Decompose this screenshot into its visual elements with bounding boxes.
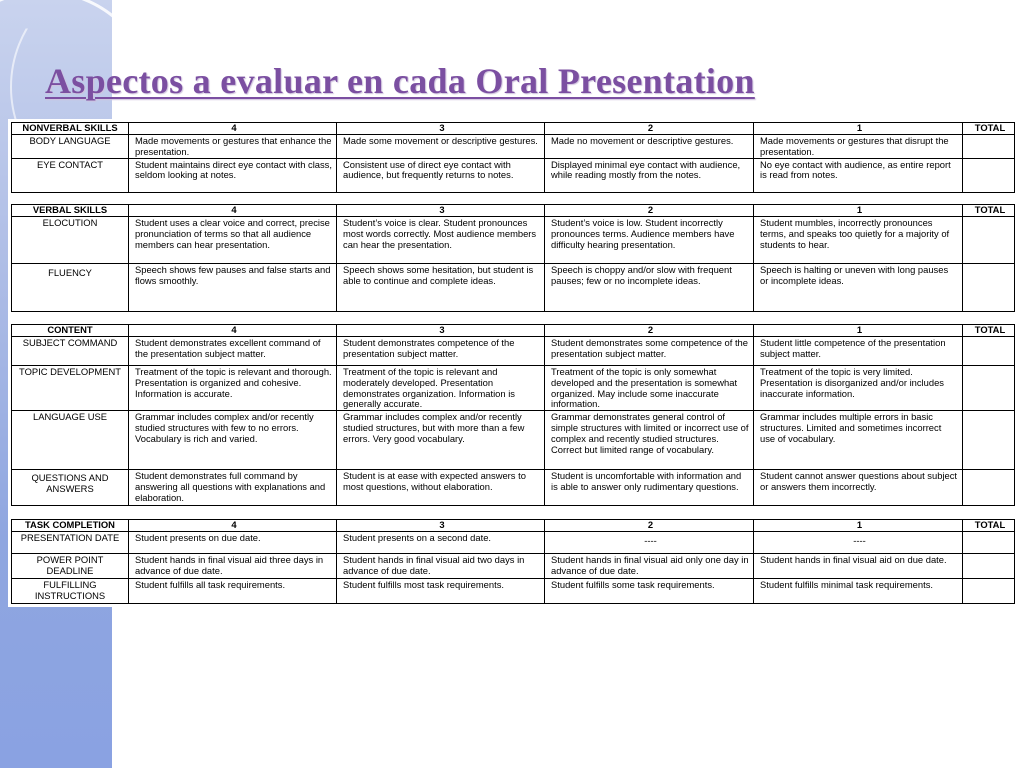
total-cell xyxy=(963,217,1015,264)
total-cell xyxy=(963,366,1015,411)
table-row xyxy=(12,470,1015,506)
descriptor-cell: Student demonstrates competence of the presentation subject matter. xyxy=(337,337,545,366)
table-row xyxy=(12,579,1015,604)
descriptor-cell: Displayed minimal eye contact with audience, while reading mostly from the notes. xyxy=(545,158,754,192)
descriptor-cell: Student fulfills some task requirements. xyxy=(545,579,754,604)
score-header: 3 xyxy=(337,205,545,217)
table-row xyxy=(12,135,1015,159)
total-cell xyxy=(963,158,1015,192)
rubric-table-content xyxy=(11,324,1015,506)
rubric-table-nonverbal xyxy=(11,122,1015,193)
total-header: TOTAL xyxy=(963,205,1015,217)
total-cell xyxy=(963,264,1015,312)
descriptor-cell: Student hands in final visual aid on due date. xyxy=(754,554,963,579)
rubric-image xyxy=(8,119,1016,607)
criterion-label: QUESTIONS AND ANSWERS xyxy=(12,470,129,506)
table-row xyxy=(12,532,1015,554)
descriptor-cell: Grammar includes multiple errors in basic structures. Limited and sometimes incorrect use of vocabulary. xyxy=(754,411,963,470)
descriptor-cell: Student hands in final visual aid three days in advance of due date. xyxy=(129,554,337,579)
descriptor-cell: Treatment of the topic is very limited. Presentation is disorganized and/or includes inaccurate information. xyxy=(754,366,963,411)
table-row xyxy=(12,554,1015,579)
no-score-dash: ---- xyxy=(644,535,657,546)
score-header: 2 xyxy=(545,123,754,135)
descriptor-cell: Student demonstrates some competence of the presentation subject matter. xyxy=(545,337,754,366)
score-header: 3 xyxy=(337,325,545,337)
descriptor-cell: Speech is choppy and/or slow with frequent pauses; few or no incomplete ideas. xyxy=(545,264,754,312)
descriptor-cell: No eye contact with audience, as entire report is read from notes. xyxy=(754,158,963,192)
descriptor-cell: Grammar includes complex and/or recently studied structures with few to no errors. Vocabulary is rich and varied. xyxy=(129,411,337,470)
score-header: 1 xyxy=(754,123,963,135)
total-header: TOTAL xyxy=(963,123,1015,135)
descriptor-cell: Speech shows few pauses and false starts and flows smoothly. xyxy=(129,264,337,312)
score-header: 1 xyxy=(754,205,963,217)
section-header: TASK COMPLETION xyxy=(12,520,129,532)
criterion-label: FLUENCY xyxy=(12,264,129,312)
score-header: 4 xyxy=(129,123,337,135)
rubric-table-verbal xyxy=(11,204,1015,312)
criterion-label: ELOCUTION xyxy=(12,217,129,264)
total-cell xyxy=(963,579,1015,604)
table-row xyxy=(12,158,1015,192)
descriptor-cell: Speech is halting or uneven with long pauses or incomplete ideas. xyxy=(754,264,963,312)
descriptor-cell: Student fulfills minimal task requirements. xyxy=(754,579,963,604)
descriptor-cell: Grammar demonstrates general control of simple structures with limited or incorrect use of complex and recently studied structures. Correct but limited range of vocabulary. xyxy=(545,411,754,470)
descriptor-cell: Student hands in final visual aid two days in advance of due date. xyxy=(337,554,545,579)
criterion-label: SUBJECT COMMAND xyxy=(12,337,129,366)
section-header: CONTENT xyxy=(12,325,129,337)
descriptor-cell: Consistent use of direct eye contact with audience, but frequently returns to notes. xyxy=(337,158,545,192)
rubric-table-task xyxy=(11,519,1015,604)
score-header: 1 xyxy=(754,325,963,337)
total-header: TOTAL xyxy=(963,520,1015,532)
criterion-label: BODY LANGUAGE xyxy=(12,135,129,159)
section-header: NONVERBAL SKILLS xyxy=(12,123,129,135)
score-header: 2 xyxy=(545,520,754,532)
descriptor-cell: Made no movement or descriptive gestures. xyxy=(545,135,754,159)
descriptor-cell: Speech shows some hesitation, but student is able to continue and complete ideas. xyxy=(337,264,545,312)
criterion-label: POWER POINT DEADLINE xyxy=(12,554,129,579)
total-cell xyxy=(963,554,1015,579)
descriptor-cell: Student uses a clear voice and correct, precise pronunciation of terms so that all audience members can hear presentation. xyxy=(129,217,337,264)
descriptor-cell: Student hands in final visual aid only one day in advance of due date. xyxy=(545,554,754,579)
score-header: 3 xyxy=(337,123,545,135)
descriptor-cell: Student fulfills most task requirements. xyxy=(337,579,545,604)
total-cell xyxy=(963,411,1015,470)
score-header: 4 xyxy=(129,520,337,532)
descriptor-cell: Made some movement or descriptive gestures. xyxy=(337,135,545,159)
descriptor-cell: Student mumbles, incorrectly pronounces terms, and speaks too quietly for a majority of students to hear. xyxy=(754,217,963,264)
total-cell xyxy=(963,135,1015,159)
descriptor-cell: Student is uncomfortable with information and is able to answer only rudimentary questions. xyxy=(545,470,754,506)
descriptor-cell xyxy=(754,532,963,554)
descriptor-cell: Student demonstrates full command by answering all questions with explanations and elaboration. xyxy=(129,470,337,506)
descriptor-cell: Made movements or gestures that disrupt the presentation. xyxy=(754,135,963,159)
criterion-label: PRESENTATION DATE xyxy=(12,532,129,554)
descriptor-cell: Treatment of the topic is only somewhat developed and the presentation is somewhat organized. May include some inaccurate information. xyxy=(545,366,754,411)
descriptor-cell: Student cannot answer questions about subject or answers them incorrectly. xyxy=(754,470,963,506)
descriptor-cell: Student maintains direct eye contact with class, seldom looking at notes. xyxy=(129,158,337,192)
descriptor-cell: Student presents on due date. xyxy=(129,532,337,554)
score-header: 1 xyxy=(754,520,963,532)
section-header: VERBAL SKILLS xyxy=(12,205,129,217)
descriptor-cell: Student’s voice is low. Student incorrectly pronounces terms. Audience members have difficulty hearing presentation. xyxy=(545,217,754,264)
total-cell xyxy=(963,532,1015,554)
table-row xyxy=(12,264,1015,312)
total-cell xyxy=(963,470,1015,506)
score-header: 4 xyxy=(129,325,337,337)
descriptor-cell: Student little competence of the presentation subject matter. xyxy=(754,337,963,366)
descriptor-cell: Student demonstrates excellent command of the presentation subject matter. xyxy=(129,337,337,366)
slide-title: Aspectos a evaluar en cada Oral Presentation xyxy=(45,61,755,101)
score-header: 3 xyxy=(337,520,545,532)
descriptor-cell: Student fulfills all task requirements. xyxy=(129,579,337,604)
descriptor-cell: Grammar includes complex and/or recently studied structures, but with more than a few errors. Very good vocabulary. xyxy=(337,411,545,470)
descriptor-cell: Treatment of the topic is relevant and moderately developed. Presentation demonstrates organization. Information is generally accurate. xyxy=(337,366,545,411)
descriptor-cell: Made movements or gestures that enhance the presentation. xyxy=(129,135,337,159)
descriptor-cell: Student is at ease with expected answers to most questions, without elaboration. xyxy=(337,470,545,506)
descriptor-cell: Student presents on a second date. xyxy=(337,532,545,554)
table-row xyxy=(12,366,1015,411)
table-row xyxy=(12,217,1015,264)
total-cell xyxy=(963,337,1015,366)
criterion-label: TOPIC DEVELOPMENT xyxy=(12,366,129,411)
score-header: 2 xyxy=(545,325,754,337)
total-header: TOTAL xyxy=(963,325,1015,337)
criterion-label: LANGUAGE USE xyxy=(12,411,129,470)
descriptor-cell: Treatment of the topic is relevant and thorough. Presentation is organized and cohesive. Information is accurate. xyxy=(129,366,337,411)
descriptor-cell: Student’s voice is clear. Student pronounces most words correctly. Most audience members can hear the presentation. xyxy=(337,217,545,264)
criterion-label: EYE CONTACT xyxy=(12,158,129,192)
criterion-label: FULFILLING INSTRUCTIONS xyxy=(12,579,129,604)
no-score-dash: ---- xyxy=(853,535,866,546)
table-row xyxy=(12,337,1015,366)
table-row xyxy=(12,411,1015,470)
descriptor-cell xyxy=(545,532,754,554)
score-header: 4 xyxy=(129,205,337,217)
score-header: 2 xyxy=(545,205,754,217)
